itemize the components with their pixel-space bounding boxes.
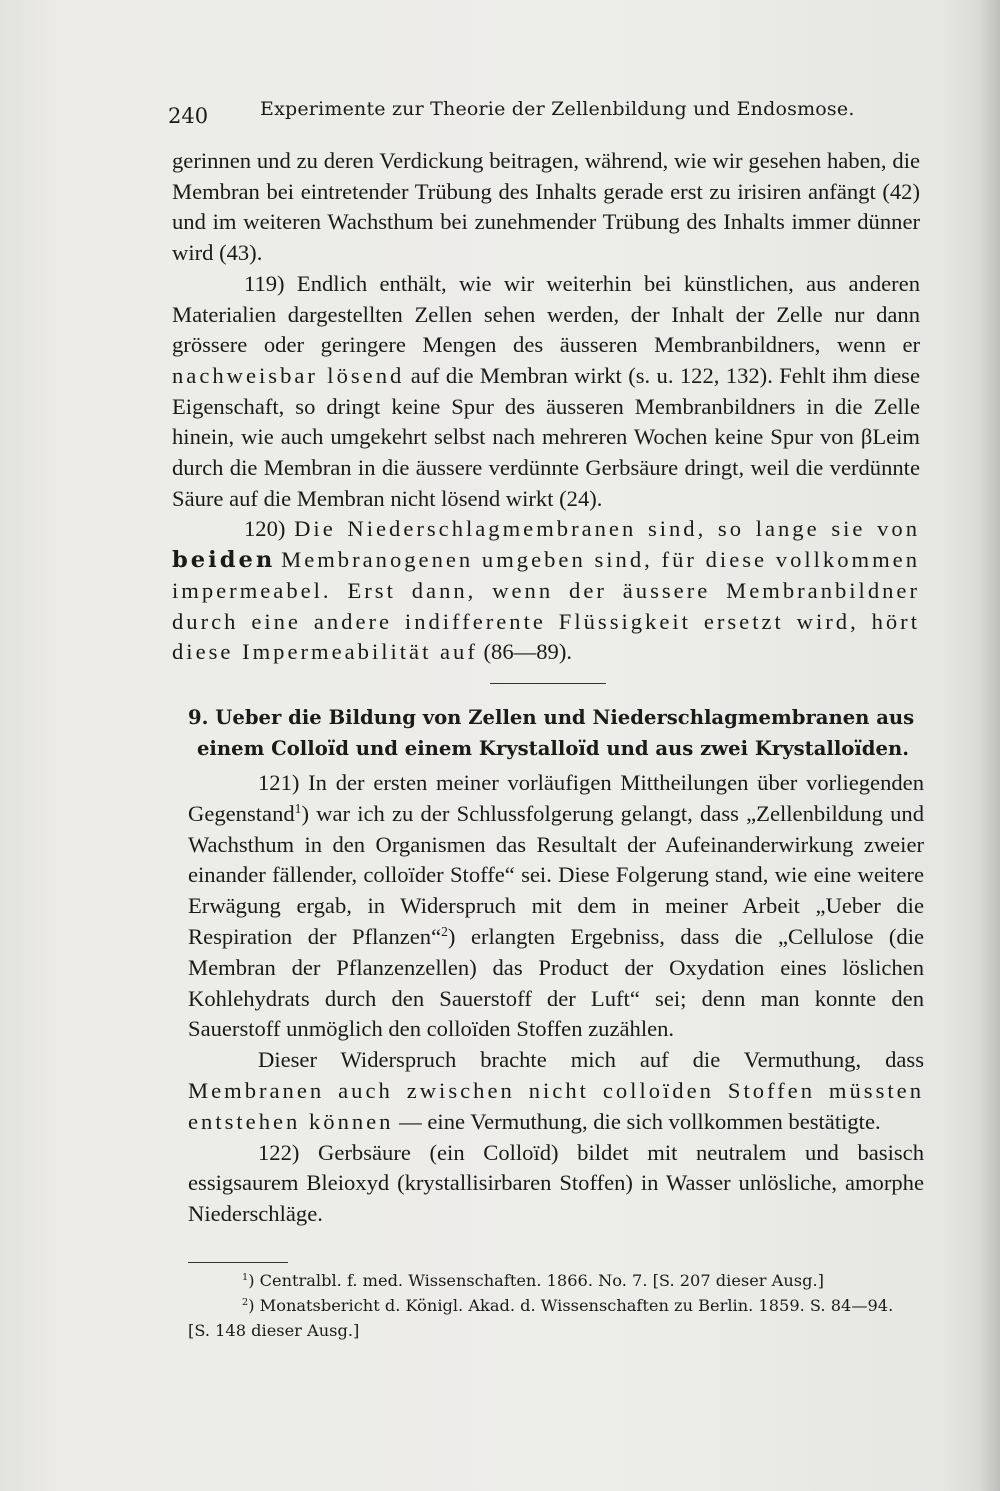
paragraph-120 xyxy=(172,514,920,668)
p120-number: 120) xyxy=(244,516,286,542)
section-heading xyxy=(188,702,928,764)
footnote-1 xyxy=(188,1268,923,1293)
heading-line-2: einem Colloïd und einem Krystalloïd und aus zwei Krystalloïden. xyxy=(196,737,910,760)
page-edge-shadow xyxy=(978,0,1000,1491)
paragraph-121 xyxy=(188,768,924,1045)
footnote-1-text: ) Centralbl. f. med. Wissenschaften. 1866. No. 7. [S. 207 dieser Ausg.] xyxy=(248,1271,824,1290)
widerspruch-spaced-emphasis: Membranen auch zwischen nicht colloïden Stoffen müssten entstehen können xyxy=(188,1077,924,1134)
paragraph-122: 122) Gerbsäure (ein Colloïd) bildet mit neutralem und basisch essigsaurem Bleioxyd (krystallisirbaren Stoffen) in Wasser unlösliche, amorphe Niederschläge. xyxy=(188,1139,924,1227)
body-text xyxy=(172,146,920,668)
footnote-1-number: 1 xyxy=(242,1272,249,1284)
section-text xyxy=(188,768,924,1230)
footnote-2 xyxy=(188,1293,923,1318)
footnotes xyxy=(188,1268,923,1343)
p120-bold-emphasis: beiden xyxy=(172,547,276,574)
footnote-rule xyxy=(188,1262,288,1263)
footnote-ref-2[interactable]: 2 xyxy=(441,923,448,939)
p120-reference: (86—89). xyxy=(483,639,572,665)
footnote-2-continuation: [S. 148 dieser Ausg.] xyxy=(188,1321,360,1340)
paragraph-widerspruch xyxy=(188,1045,924,1137)
p119-text-b: auf die Membran wirkt (s. u. 122, 132). Fehlt ihm diese Eigenschaft, so dringt keine Spur des äusseren Membranbildners in die Zelle hinein, wie auch umgekehrt selbst nach mehreren Wochen keine Spur von βLeim durch die Membran in die äussere verdünnte Gerbsäure dringt, weil die verdünnte Säure auf die Membran nicht lösend wirkt (24). xyxy=(172,362,920,511)
page-number: 240 xyxy=(168,104,209,128)
paragraph-119 xyxy=(172,269,920,515)
footnote-2-text: ) Monatsbericht d. Königl. Akad. d. Wissenschaften zu Berlin. 1859. S. 84—94. xyxy=(248,1296,894,1315)
section-separator xyxy=(490,683,606,684)
p119-text-a: 119) Endlich enthält, wie wir weiterhin bei künstlichen, aus anderen Materialien dargestellten Zellen sehen werden, der Inhalt der Zelle nur dann grössere oder geringere Mengen des äusseren Membranbildners, wenn er xyxy=(172,270,920,358)
p119-spaced-emphasis: nachweisbar lösend xyxy=(172,362,405,388)
widerspruch-text-b: — eine Vermuthung, die sich vollkommen bestätigte. xyxy=(399,1108,881,1134)
running-header xyxy=(168,96,928,132)
heading-line-1: 9. Ueber die Bildung von Zellen und Niederschlagmembranen aus xyxy=(188,706,915,729)
p121-text-b: ) war ich zu der Schlussfolgerung gelangt, dass „Zellenbildung und Wachsthum in den Organismen das Resultalt der Aufeinanderwirkung zweier einander fällender, colloïder Stoffe“ sei. Diese Folgerung stand, wie eine weitere Erwägung ergab, in Widerspruch mit dem in meiner Arbeit „Ueber die Respiration der Pflanzen“ xyxy=(188,800,924,949)
p120-spaced-b: Membranogenen umgeben sind, für diese vollkommen impermeabel. Erst dann, wenn der äussere Membranbildner durch eine andere indifferente Flüssigkeit ersetzt wird, hört diese Impermeabilität auf xyxy=(172,547,921,665)
p121-text-a: 121) In der ersten meiner vorläufigen Mittheilungen über vorliegenden Gegenstand xyxy=(188,770,924,826)
running-title: Experimente zur Theorie der Zellenbildung und Endosmose. xyxy=(260,98,855,120)
widerspruch-text-a: Dieser Widerspruch brachte mich auf die Vermuthung, dass xyxy=(258,1047,924,1073)
footnote-2-number: 2 xyxy=(242,1297,249,1309)
p120-spaced-a: Die Niederschlagmembranen sind, so lange sie von xyxy=(294,516,920,542)
footnote-ref-1[interactable]: 1 xyxy=(294,800,302,816)
paragraph-intro: gerinnen und zu deren Verdickung beitragen, während, wie wir gesehen haben, die Membran bei eintretender Trübung des Inhalts gerade erst zu irisiren anfängt (42) und im weiteren Wachsthum bei zunehmender Trübung des Inhalts immer dünner wird (43). xyxy=(172,148,920,266)
p121-text-c: ) erlangten Ergebniss, dass die „Cellulose (die Membran der Pflanzenzellen) das Product der Oxydation eines löslichen Kohlehydrats durch den Sauerstoff der Luft“ sei; denn man konnte den Sauerstoff unmöglich den colloïden Stoffen zuzählen. xyxy=(188,923,924,1042)
